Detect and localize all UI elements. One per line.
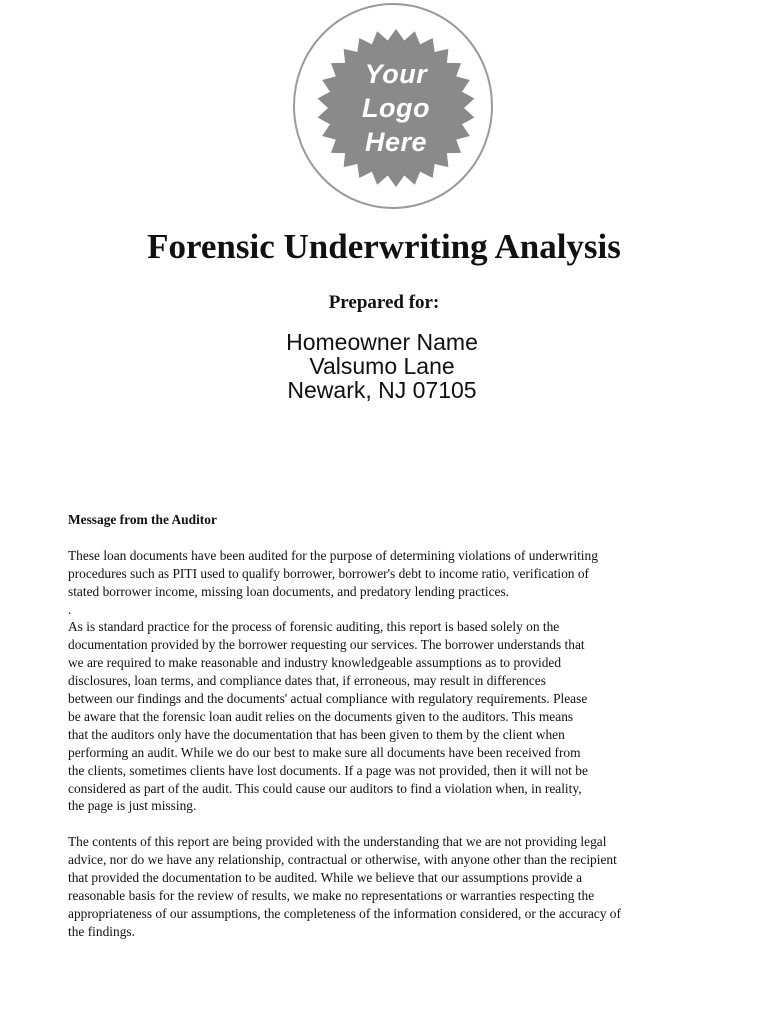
text-line: considered as part of the audit. This could cause our auditors to find a violation when, in reality, [68,780,582,796]
logo-line-1: Your [364,58,428,89]
recipient-address [0,330,764,402]
text-line: procedures such as PITI used to qualify borrower, borrower's debt to income ratio, verification of [68,565,589,581]
text-line: As is standard practice for the process of forensic auditing, this report is based solely on the [68,619,560,635]
logo-seal [292,2,494,210]
text-line: appropriateness of our assumptions, the completeness of the information considered, or the accuracy of [68,905,621,921]
text-line: reasonable basis for the review of results, we make no representations or warranties respecting the [68,888,595,903]
text-line: the clients, sometimes clients have lost documents. If a page was not provided, then it will not be [68,762,588,778]
document-title: Forensic Underwriting Analysis [147,227,621,266]
text-line: performing an audit. While we do our best to make sure all documents have been received from [68,744,581,760]
paragraph-1 [68,547,708,619]
text-line: that provided the documentation to be audited. While we believe that our assumptions provide a [68,870,583,886]
paragraph-2 [68,618,708,815]
text-line: between our findings and the documents' actual compliance with regulatory requirements. Please [68,691,588,707]
logo-line-2: Logo [362,92,430,123]
recipient-name: Homeowner Name [286,329,478,355]
text-line: we are required to make reasonable and industry knowledgeable assumptions as to provided [68,655,562,671]
paragraph-3 [68,833,708,940]
text-line: . [68,601,72,617]
message-heading: Message from the Auditor [68,512,217,527]
text-line: that the auditors only have the documentation that has been given to them by the client when [68,726,565,742]
logo-text [292,2,494,210]
prepared-for-label: Prepared for: [328,292,440,313]
text-line: stated borrower income, missing loan documents, and predatory lending practices. [68,583,510,599]
spacer [68,529,708,547]
recipient-city-state-zip: Newark, NJ 07105 [287,377,477,403]
text-line: disclosures, loan terms, and compliance dates that, if erroneous, may result in differences [68,673,546,689]
auditor-message [68,511,708,941]
text-line: advice, nor do we have any relationship, contractual or otherwise, with anyone other than the recipient [68,852,617,868]
text-line: documentation provided by the borrower requesting our services. The borrower understands that [68,637,585,653]
text-line: the page is just missing. [68,798,197,814]
spacer [68,815,708,833]
text-line: The contents of this report are being provided with the understanding that we are not providing legal [68,834,607,850]
text-line: These loan documents have been audited for the purpose of determining violations of underwriting [68,547,598,563]
text-line: the findings. [68,923,135,939]
text-line: be aware that the forensic loan audit relies on the documents given to the auditors. This means [68,708,574,724]
logo-line-3: Here [364,126,428,157]
recipient-street: Valsumo Lane [309,353,455,379]
